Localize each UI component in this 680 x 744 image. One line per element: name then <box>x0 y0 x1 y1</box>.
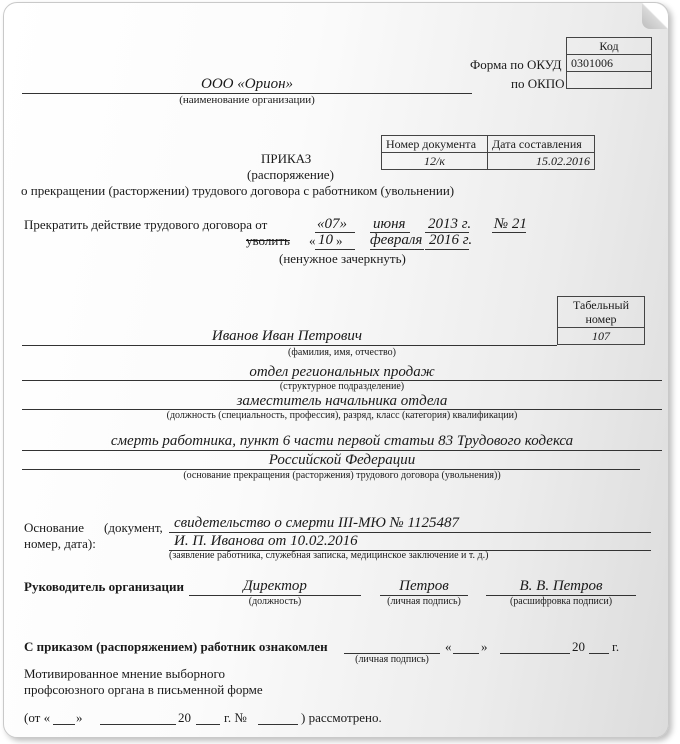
contract-month: июня <box>373 216 406 232</box>
employee-name: Иванов Иван Петрович <box>211 328 363 344</box>
acquainted-month-line <box>500 653 570 654</box>
dismiss-year: 2016 г. <box>429 232 473 248</box>
acquainted-label: С приказом (распоряжением) работник ознакомлен <box>24 639 328 654</box>
acquainted-quote-open: « <box>445 639 452 654</box>
union-year-suffix: г. № <box>224 710 247 725</box>
union-line1: Мотивированное мнение выборного <box>24 666 225 681</box>
organization-caption: (наименование организации) <box>179 94 315 106</box>
strike-note: (ненужное зачеркнуть) <box>279 251 406 266</box>
contract-number-line <box>492 232 526 233</box>
employee-name-line <box>22 345 557 346</box>
reason-line1-rule <box>22 450 662 451</box>
dismiss-day-close: » <box>336 233 343 248</box>
acquainted-day-line <box>453 653 479 654</box>
head-position-caption: (должность) <box>248 596 302 607</box>
dismiss-month-line <box>370 249 424 250</box>
basis-caption: (заявление работника, служебная записка, медицинское заключение и т. д.) <box>169 550 489 561</box>
head-label: Руководитель организации <box>24 579 184 594</box>
tab-number-table <box>557 296 645 345</box>
department-caption: (структурное подразделение) <box>279 381 405 392</box>
union-from-close: » <box>76 710 83 725</box>
acquainted-quote-close: » <box>481 639 488 654</box>
tab-number-value: 107 <box>558 328 645 345</box>
contract-year: 2013 г. <box>428 216 472 232</box>
codes-table <box>566 37 652 89</box>
contract-label: Прекратить действие трудового договора от <box>24 217 268 232</box>
doc-number-value: 12/к <box>382 153 488 170</box>
head-decoding-caption: (расшифровка подписи) <box>509 596 613 607</box>
reason-line2: Российской Федерации <box>268 452 416 468</box>
department: отдел региональных продаж <box>249 364 435 380</box>
basis-label-c: номер, дата): <box>24 536 96 551</box>
okpo-label: по ОКПО <box>511 76 565 91</box>
union-line2: профсоюзного органа в письменной форме <box>24 682 263 697</box>
union-day-line <box>53 724 75 725</box>
head-signature: Петров <box>399 578 449 594</box>
doc-date-value: 15.02.2016 <box>488 153 595 170</box>
basis-label-b: (документ, <box>104 520 163 535</box>
okpo-value <box>567 72 652 89</box>
acquainted-year-suffix: г. <box>612 639 620 654</box>
page-curl <box>642 3 668 29</box>
basis-line2: И. П. Иванова от 10.02.2016 <box>174 533 358 549</box>
head-signature-caption: (личная подпись) <box>387 596 461 607</box>
document-sheet <box>3 2 669 738</box>
kod-header: Код <box>567 38 652 55</box>
head-decoding: В. В. Петров <box>519 578 603 594</box>
union-from-open: (от « <box>24 710 51 725</box>
union-year-line <box>196 724 220 725</box>
dismiss-day-open: « <box>309 233 316 248</box>
title-rasporyazhenie: (распоряжение) <box>247 167 334 182</box>
acquainted-year-line <box>589 653 609 654</box>
dismiss-label: уволить <box>246 233 290 248</box>
doc-number-table <box>381 135 595 170</box>
basis-label-a: Основание <box>24 520 85 535</box>
reason-caption: (основание прекращения (расторжения) трудового договора (увольнения)) <box>183 470 501 481</box>
union-year-prefix: 20 <box>178 710 191 725</box>
employee-name-caption: (фамилия, имя, отчество) <box>288 347 396 358</box>
dismiss-year-line <box>425 249 469 250</box>
okud-value: 0301006 <box>567 55 652 72</box>
contract-day: «07» <box>317 216 347 232</box>
union-considered: ) рассмотрено. <box>301 710 382 725</box>
okud-label: Форма по ОКУД <box>470 57 562 72</box>
position: заместитель начальника отдела <box>236 393 448 409</box>
union-number-line <box>258 724 298 725</box>
doc-number-header: Номер документа <box>382 136 488 153</box>
basis-line1: свидетельство о смерти III-МЮ № 1125487 <box>174 515 459 531</box>
title-subject: о прекращении (расторжении) трудового договора с работником (увольнении) <box>21 183 455 198</box>
head-position: Директор <box>243 578 307 594</box>
union-month-line <box>100 724 176 725</box>
doc-date-header: Дата составления <box>488 136 595 153</box>
reason-line1: смерть работника, пункт 6 части первой статьи 83 Трудового кодекса <box>110 433 574 449</box>
acquainted-year-prefix: 20 <box>572 639 585 654</box>
dismiss-month: февраля <box>370 232 423 248</box>
contract-number: № 21 <box>494 216 527 232</box>
tab-number-header: Табельный номер <box>558 297 645 328</box>
dismiss-day: 10 <box>318 232 333 248</box>
dismiss-day-line <box>315 249 355 250</box>
position-caption: (должность (специальность, профессия), разряд, класс (категория) квалификации) <box>166 410 518 421</box>
acquainted-signature-caption: (личная подпись) <box>355 654 429 665</box>
title-prikaz: ПРИКАЗ <box>261 151 312 166</box>
organization-name: ООО «Орион» <box>200 76 294 92</box>
